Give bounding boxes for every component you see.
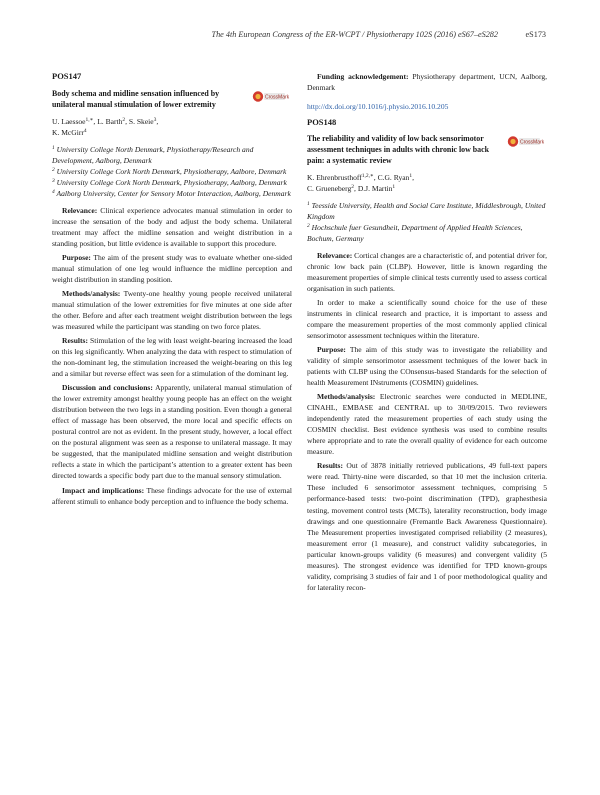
affiliation: [52, 177, 292, 188]
abstract-section: [52, 485, 292, 507]
author-name: D.J. Martin: [357, 184, 393, 194]
abstract-section: [52, 335, 292, 379]
section-heading: Results:: [62, 336, 88, 346]
section-text: Electronic searches were conducted in MEDLINE, CINAHL, EMBASE and CENTRAL up to 30/09/2015. Two reviewers independently rated the measurement properties of each study using the COSMIN checklist. Best evidence synthesis was used to combine results where appropriate and to rate the overall quality of evidence for each outcome measure.: [307, 392, 547, 457]
affiliation-number: 3: [52, 178, 55, 185]
affiliation: [307, 222, 547, 244]
section-heading: Methods/analysis:: [317, 392, 376, 402]
section-heading: Discussion and conclusions:: [62, 383, 153, 393]
crossmark-label: CrossMark: [265, 94, 290, 101]
abstract-section: [307, 460, 547, 592]
section-text: Twenty-one healthy young people received unilateral manual stimulation of the lower extremities for five minutes at one side after the other. Before and after each treatment weight distribution between the legs was measured while the participant was standing on two force plates.: [52, 289, 292, 332]
author-name: K. Ehrenbrusthoff: [307, 173, 362, 183]
affiliation-number: 1: [307, 201, 310, 208]
section-text: Clinical experience advocates manual stimulation in order to increase the sensation of the body and adjust the body schema. Unilateral treatment may affect the midline sensation and weight distribution in a standing position, but little evidence is available to support this procedure.: [52, 206, 292, 249]
abstract-section: [307, 250, 547, 294]
author-separator: ,: [373, 173, 378, 183]
author-list: [307, 172, 547, 194]
author-list: [52, 116, 292, 138]
author-separator: ,: [354, 184, 358, 194]
affiliation-number: 2: [307, 223, 310, 230]
abstract-body: [52, 205, 292, 506]
author-name: C. Grueneberg: [307, 184, 352, 194]
title-row: [52, 88, 292, 110]
funding-acknowledgement: [307, 71, 547, 93]
section-heading: Purpose:: [62, 253, 91, 263]
author-name: S. Skeie: [128, 117, 154, 127]
affiliation-text: University College North Denmark, Physiotherapy/Research and Development, Aalborg, Denmark: [52, 145, 254, 166]
doi-link[interactable]: [307, 101, 547, 112]
abstract-section: [307, 344, 547, 388]
section-text: Cortical changes are a characteristic of, and potential driver for, chronic low back pain (CLBP). However, little is known regarding the measurement properties of simple clinical tests currently used to assess cortical organisation in such patients.: [307, 251, 547, 294]
title-row: [307, 133, 547, 166]
author-separator: ,: [156, 117, 159, 127]
author-name: L. Barth: [97, 117, 123, 127]
section-heading: Impact and implications:: [62, 485, 145, 495]
section-text: The aim of this study was to investigate the reliability and validity of simple sensorimotor assessment techniques of the lower back in patients with CLBP using the COnsensus-based Standards for the selection of health Measurement INstruments (COSMIN) guidelines.: [307, 345, 547, 388]
crossmark-icon[interactable]: [507, 135, 545, 148]
abstract-title: The reliability and validity of low back sensorimotor assessment techniques in adults with chronic low back pain: a systematic review: [307, 134, 490, 166]
abstract-code: POS148: [307, 117, 337, 128]
journal-citation: The 4th European Congress of the ER-WCPT / Physiotherapy 102S (2016) eS67–eS282: [211, 30, 498, 39]
author-separator: ,: [125, 117, 129, 127]
affiliation-number: 4: [52, 189, 55, 196]
author-affiliation-mark: 1: [409, 173, 413, 180]
abstract-section: [52, 382, 292, 481]
abstract-code: POS147: [52, 71, 82, 81]
author-affiliation-mark: 1,∗: [85, 117, 94, 124]
right-column: [307, 71, 547, 593]
author-affiliation-mark: 1,2,∗: [361, 173, 374, 180]
author-name: U. Laessoe: [52, 117, 86, 127]
author-affiliation-mark: 1: [392, 184, 396, 191]
section-text: In order to make a scientifically sound choice for the use of these instruments in clinical research and practice, it is important to assess and compare the measurement properties of the most commonly applied clinical sensorimotor assessment techniques within the literature.: [307, 298, 547, 341]
affiliation-text: Teesside University, Health and Social Care Institute, Middlesbrough, United Kingdom: [307, 201, 546, 222]
author-name: K. McGirr: [52, 128, 84, 138]
affiliation: [52, 166, 292, 177]
affiliation-text: Aalborg University, Center for Sensory Motor Interaction, Aalborg, Denmark: [56, 189, 291, 199]
author-affiliation-mark: 2: [351, 184, 355, 191]
affiliation: [307, 200, 547, 222]
section-text: Stimulation of the leg with least weight-bearing increased the load on this leg significantly. When analyzing the data with respect to stimulation of the non-dominant leg, the stimulation increased the weight-bearing on this leg and a similar but reverse effect was seen for a stimulation of the dominant leg.: [52, 336, 292, 379]
author-affiliation-mark: 3: [153, 117, 157, 124]
affiliation-number: 1: [52, 145, 55, 152]
abstract-body: [307, 250, 547, 592]
running-header: [52, 30, 546, 42]
author-separator: ,: [93, 117, 98, 127]
author-affiliation-mark: 2: [122, 117, 126, 124]
section-heading: Purpose:: [317, 345, 346, 355]
affiliation-text: University College Cork North Denmark, Physiotherapy, Aalbore, Denmark: [56, 167, 287, 177]
funding-text: Physiotherapy department, UCN, Aalborg, Denmark: [307, 72, 547, 93]
funding-heading: Funding acknowledgement:: [317, 72, 409, 81]
affiliation-list: [307, 200, 547, 244]
abstract-section: [52, 288, 292, 332]
left-column: [52, 71, 292, 507]
affiliation-number: 2: [52, 167, 55, 174]
author-affiliation-mark: 4: [83, 128, 87, 135]
section-heading: Results:: [317, 461, 343, 471]
author-separator: ,: [412, 173, 414, 183]
abstract-section: [52, 252, 292, 285]
section-heading: Methods/analysis:: [62, 289, 121, 299]
section-text: Out of 3878 initially retrieved publications, 49 full-text papers were read. Thirty-nine were discarded, so that 10 met the inclusion criteria. These included 6 sensorimotor assessment techniques, comprising 5 performance-based tests: two-point discrimination (TPD), graphesthesia testing, movement control tests (MCTs), laterality reconstruction, body image drawings and one questionnaire (Fremantle Back Awareness Questionnaire). The Measurement properties investigated comprised reliability (2 measures), measurement error (1 measure), and construct validity subcategories, in particular known-groups validity (6 measures) and convergent validity (5 measures). The strongest evidence was identified for TPD known-groups validity, comprising 3 studies of fair and 1 of poor methodological quality and for laterality recon-: [307, 461, 548, 592]
abstract-section: [307, 297, 547, 341]
affiliation: [52, 188, 292, 199]
crossmark-label: CrossMark: [520, 139, 545, 146]
abstract-section: [52, 205, 292, 249]
affiliation-list: [52, 144, 292, 199]
section-text: These findings advocate for the use of external afferent stimuli to enhance body perception and to influence the body schema.: [52, 485, 292, 506]
section-text: The aim of the present study was to evaluate whether one-sided manual stimulation of one leg would influence the midline perception and weight distribution in standing position.: [52, 253, 292, 285]
affiliation-text: University College Cork North Denmark, Physiotherapy, Aalborg, Denmark: [56, 178, 287, 188]
section-heading: Relevance:: [317, 251, 353, 261]
abstract-section: [307, 391, 547, 457]
doi-text[interactable]: http://dx.doi.org/10.1016/j.physio.2016.10.205: [307, 102, 449, 112]
crossmark-icon[interactable]: [252, 90, 290, 103]
author-name: C.G. Ryan: [377, 173, 410, 183]
section-heading: Relevance:: [62, 206, 98, 216]
section-text: Apparently, unilateral manual stimulation of the lower extremity amongst healthy young people has an effect on the weight distribution between the two legs in a standing position. Even though a general effect of massage has been observed, the more local and specific effects on postural control are not as evident. In the present study, however, a local effect on the postural alignment was seen as a response to unilateral massage. It may be suggested, that the manipulated midline sensation and weight distribution reflects a state in which the participant’s attention to a greater extent has been directed towards a specific body part due to the manual sensory stimulation.: [52, 383, 292, 481]
page-number: eS173: [525, 30, 546, 39]
abstract-title: Body schema and midline sensation influenced by unilateral manual stimulation of lower extremity: [52, 89, 220, 110]
affiliation-text: Hochschule fuer Gesundheit, Department of Applied Health Sciences, Bochum, Germany: [307, 223, 523, 244]
affiliation: [52, 144, 292, 166]
